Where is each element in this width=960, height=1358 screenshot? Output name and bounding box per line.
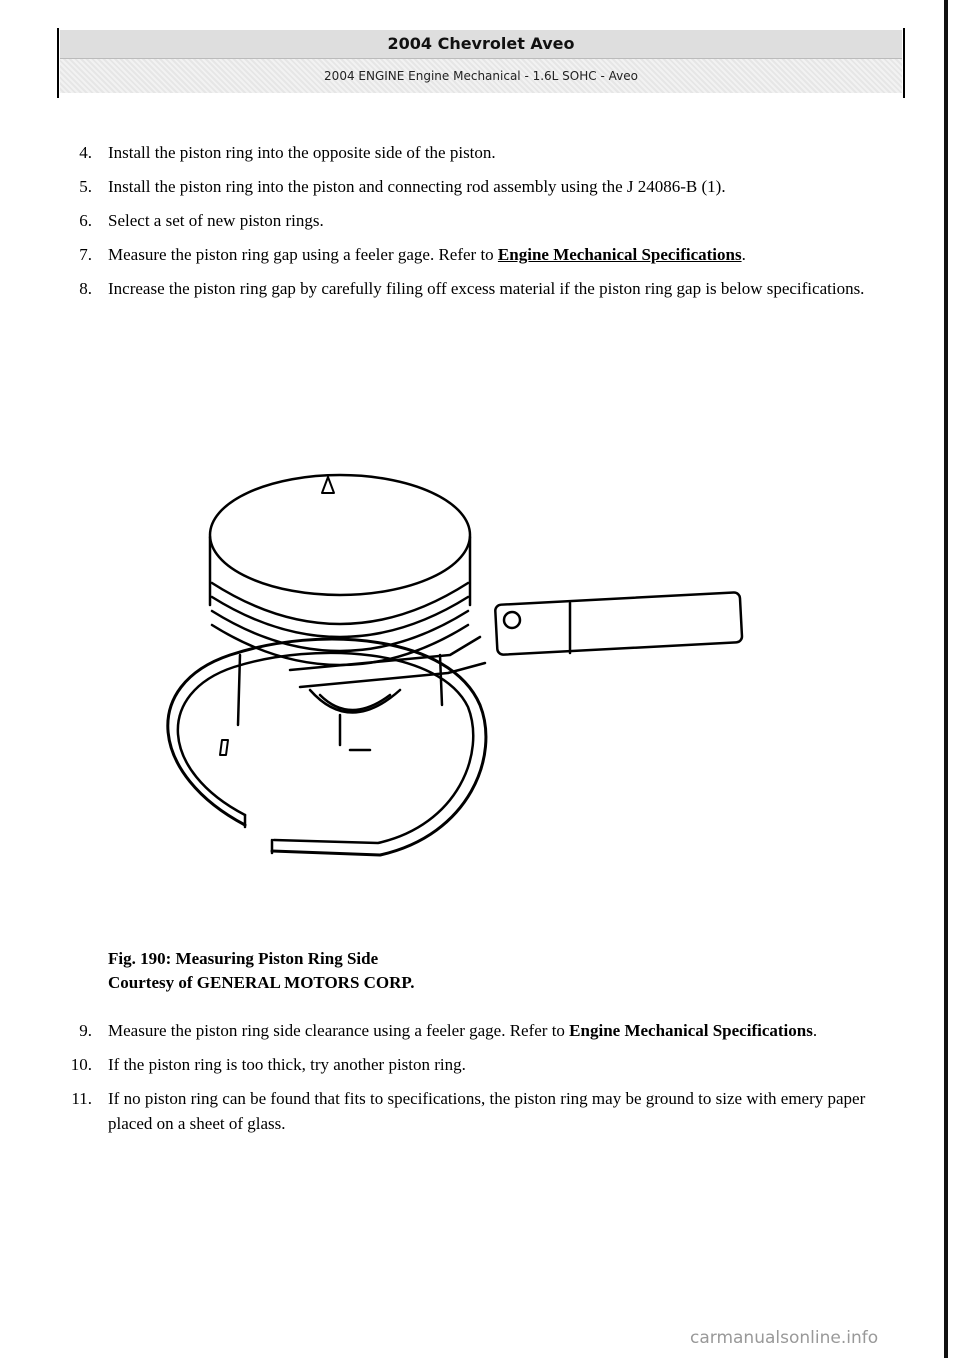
site-watermark: carmanualsonline.info: [690, 1328, 879, 1348]
engine-mech-specs-ref: Engine Mechanical Specifications: [569, 1021, 813, 1040]
step-text: If no piston ring can be found that fits to specifications, the piston ring may be ground to size with emery paper placed on a sheet of glass.: [108, 1089, 866, 1133]
step-number: 11.: [71, 1089, 92, 1108]
piston-ring-illustration: [150, 455, 770, 905]
step-text: Install the piston ring into the piston and connecting rod assembly using the J 24086-B (1).: [108, 177, 726, 196]
piston-crown: [210, 475, 470, 595]
piston-pin-boss: [310, 690, 400, 713]
piston-direction-mark: [322, 477, 334, 493]
step-number: 9.: [79, 1021, 92, 1040]
step-text: If the piston ring is too thick, try another piston ring.: [108, 1055, 466, 1074]
feeler-gage-handle: [495, 592, 742, 655]
step-number: 10.: [70, 1055, 92, 1074]
step-text: Measure the piston ring gap using a feeler gage. Refer to: [108, 245, 498, 264]
page-edge-rule: [944, 0, 948, 1358]
step-6: [60, 208, 900, 233]
feeler-gage-pivot: [504, 612, 520, 628]
step-number: 6.: [79, 211, 92, 230]
step-9: [60, 1018, 900, 1043]
step-11: [60, 1086, 900, 1136]
step-4: [60, 140, 900, 165]
engine-mech-specs-link[interactable]: Engine Mechanical Specifications: [497, 245, 742, 264]
caption-line-1: Fig. 190: Measuring Piston Ring Side: [108, 949, 379, 968]
step-text-tail: .: [812, 1021, 818, 1040]
step-text: Install the piston ring into the opposite side of the piston.: [108, 143, 496, 162]
piston-ring: [168, 639, 486, 855]
step-text-tail: .: [741, 245, 746, 264]
header-subtitle: 2004 ENGINE Engine Mechanical - 1.6L SOHC - Aveo: [60, 59, 902, 93]
step-5: [60, 174, 900, 199]
figure-caption: [108, 947, 415, 995]
step-number: 8.: [79, 279, 92, 298]
caption-line-2: Courtesy of GENERAL MOTORS CORP.: [108, 973, 415, 992]
step-text: Increase the piston ring gap by carefully filing off excess material if the piston ring gap is below specifications.: [108, 279, 865, 298]
step-10: [60, 1052, 900, 1077]
header-title: 2004 Chevrolet Aveo: [60, 30, 902, 59]
step-number: 4.: [79, 143, 92, 162]
page-header: [60, 30, 902, 94]
step-text: Select a set of new piston rings.: [108, 211, 324, 230]
step-number: 7.: [79, 245, 92, 264]
ring-grooves: [212, 583, 468, 651]
step-text: Measure the piston ring side clearance using a feeler gage. Refer to: [108, 1021, 570, 1040]
piston-ring-figure: [150, 455, 770, 905]
header-frame-left: [57, 28, 59, 98]
step-7: [60, 242, 900, 267]
procedure-steps-top: [60, 140, 900, 310]
header-frame-right: [903, 28, 905, 98]
procedure-steps-bottom: [60, 1018, 900, 1145]
step-8: [60, 276, 900, 301]
step-number: 5.: [79, 177, 92, 196]
